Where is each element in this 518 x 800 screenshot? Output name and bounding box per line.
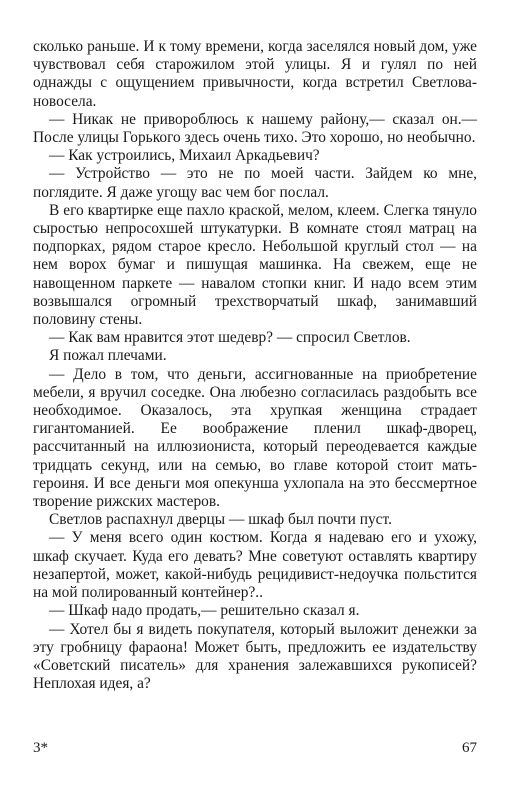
paragraph: В его квартирке еще пахло краской, мелом, клеем. Слегка тянуло сыростью непросохшей штукатурки. В комнате стоял матрац на подпорках, рядом старое кресло. Небольшой круглый стол — на нем ворох бумаг и пишущая машинка. На свежем, еще не навощенном паркете — навалом стопки книг. И надо всем этим возвышался огромный трехстворчатый шкаф, занимавший половину стены. xyxy=(33,201,477,329)
paragraph: Я пожал плечами. xyxy=(49,347,167,365)
page-number: 67 xyxy=(462,740,477,756)
paragraph: — Устройство — это не по моей части. Зайдем ко мне, поглядите. Я даже угощу вас чем бог послал. xyxy=(33,165,477,201)
paragraph: сколько раньше. И к тому времени, когда заселялся новый дом, уже чувствовал себя старожилом этой улицы. Я и гулял по ней однажды с ощущением привычности, когда встретил Светлова-новосела. xyxy=(33,38,477,110)
paragraph: — Никак не привороблюсь к нашему району,— сказал он.— После улицы Горького здесь очень тихо. Это хорошо, но необычно. xyxy=(33,110,477,147)
page-footer xyxy=(33,740,477,757)
signature-mark: 3* xyxy=(33,740,48,756)
page-body-text xyxy=(33,38,477,693)
paragraph: Светлов распахнул дверцы — шкаф был почти пуст. xyxy=(49,511,392,529)
paragraph: — Как устроились, Михаил Аркадьевич? xyxy=(49,147,320,165)
paragraph: — Дело в том, что деньги, ассигнованные на приобретение мебели, я вручил соседке. Она любезно согласилась раздобыть все необходимое. Оказалось, эта хрупкая женщина страдает гигантоманией. Ее воображение пленил шкаф-дворец, рассчитанный на иллюзиониста, который переодевается каждые тридцать секунд, или на семью, во главе которой стоит мать-героиня. И все деньги моя опекунша ухлопала на это бессмертное творение рижских мастеров. xyxy=(33,365,477,511)
paragraph: — У меня всего один костюм. Когда я надеваю его и ухожу, шкаф скучает. Куда его девать? Мне советуют оставлять квартиру незапертой, может, какой-нибудь рецидивист-недоучка польстится на мой полированный контейнер?.. xyxy=(33,529,477,602)
paragraph: — Как вам нравится этот шедевр? — спросил Светлов. xyxy=(49,329,411,347)
paragraph: — Хотел бы я видеть покупателя, который выложит денежки за эту гробницу фараона! Может быть, предложить ее издательству «Советский писатель» для хранения залежавшихся рукописей? Неплохая идея, а? xyxy=(33,620,477,693)
paragraph: — Шкаф надо продать,— решительно сказал я. xyxy=(49,602,360,620)
